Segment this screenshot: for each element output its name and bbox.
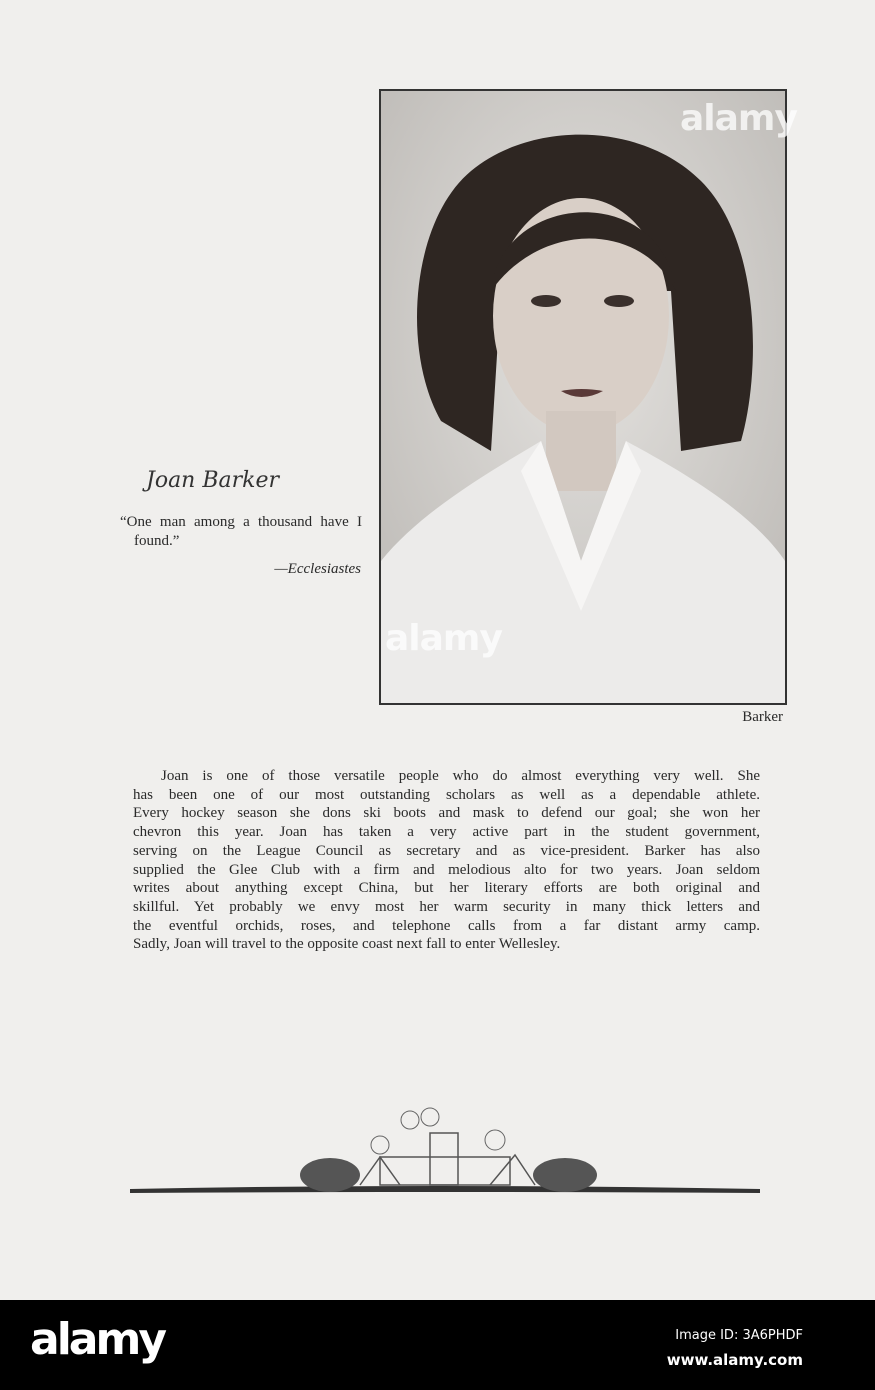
body-line: the eventful orchids, roses, and telephone calls from a far distant army camp.: [133, 917, 760, 934]
body-line: supplied the Glee Club with a firm and melodious alto for two years. Joan seldom: [133, 861, 760, 878]
quote-source: —Ecclesiastes: [274, 561, 361, 577]
body-line: serving on the League Council as secretary and as vice-president. Barker has also: [133, 842, 760, 859]
body-line: Joan is one of those versatile people who do almost everything very well. She: [161, 768, 760, 784]
quote-line: “One man among a thousand have I: [120, 514, 362, 530]
site-url: www.alamy.com: [666, 1351, 803, 1369]
campus-ornament: [130, 1105, 760, 1200]
body-line: chevron this year. Joan has taken a very active part in the student government,: [133, 824, 760, 841]
body-line: Sadly, Joan will travel to the opposite coast next fall to enter Wellesley.: [133, 936, 561, 953]
alamy-logo: alamy: [30, 1314, 164, 1365]
quote-line: found.”: [134, 533, 180, 549]
quote: [120, 513, 362, 551]
watermark-footer: [0, 1300, 875, 1390]
body-line: has been one of our most outstanding scholars as well as a dependable athlete.: [133, 786, 760, 803]
body-line: Every hockey season she dons ski boots and mask to defend our goal; she won her: [133, 805, 760, 822]
portrait-photo: [379, 89, 787, 705]
photo-caption: Barker: [742, 709, 783, 725]
biography-paragraph: [133, 767, 760, 954]
body-line: writes about anything except China, but her literary efforts are both original and: [133, 880, 760, 897]
watermark-text: alamy: [680, 98, 797, 139]
watermark-text: alamy: [385, 618, 502, 659]
image-id: Image ID: 3A6PHDF: [675, 1328, 803, 1343]
body-line: skillful. Yet probably we envy most her warm security in many thick letters and: [133, 898, 760, 915]
student-name: Joan Barker: [146, 468, 280, 493]
